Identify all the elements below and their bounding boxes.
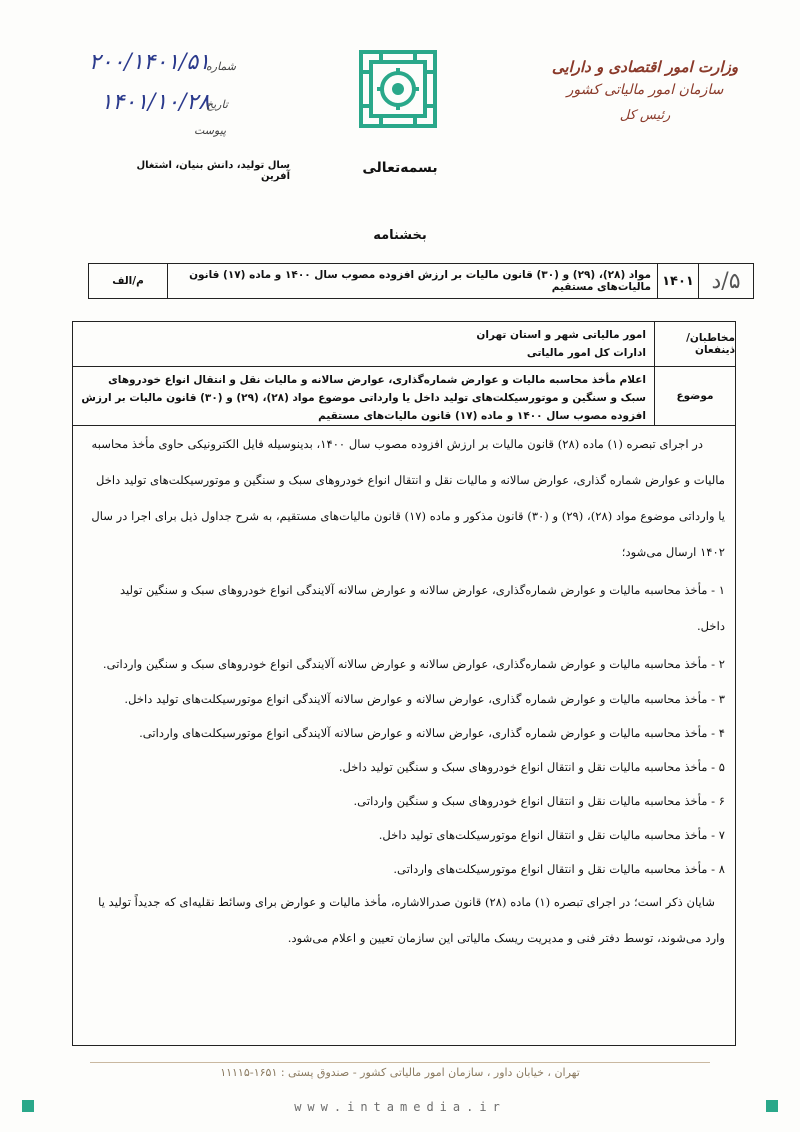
reference-row — [88, 263, 754, 299]
circular-year: ۱۴۰۱ — [657, 264, 698, 298]
footer-address: تهران ، خیابان داور ، سازمان امور مالیاتی کشور - صندوق پستی : ۱۶۵۱-۱۱۱۱۵ — [220, 1066, 580, 1079]
intro-paragraph: در اجرای تبصره (۱) ماده (۲۸) قانون مالیات بر ارزش افزوده مصوب سال ۱۴۰۰، بدینوسیله فایل الکترونیکی حاوی مأخذ محاسبه مالیات و عوارض شماره گذاری، عوارض سالانه و مالیات نقل و انتقال انواع خودروهای سبک و سنگین و موتورسیکلت‌های تولید داخل یا وارداتی موضوع مواد (۲۸)، (۲۹) و (۳۰) قانون مذکور و ماده (۱۷) قانون مالیات‌های مستقیم، به شرح جداول ذیل برای اجرا در سال ۱۴۰۲ ارسال می‌شود؛ — [91, 437, 725, 559]
subject-label: موضوع — [654, 367, 735, 425]
footer-divider — [90, 1062, 710, 1063]
footer-square-right — [766, 1100, 778, 1112]
list-item: ۶ - مأخذ محاسبه مالیات نقل و انتقال انواع خودروهای سبک و سنگین وارداتی. — [353, 794, 725, 808]
attachment-label: پیوست — [194, 124, 227, 137]
list-item: ۸ - مأخذ محاسبه مالیات نقل و انتقال انواع موتورسیکلت‌های وارداتی. — [393, 862, 725, 876]
subject-text: اعلام مأخذ محاسبه مالیات و عوارض شماره‌گذاری، عوارض سالانه و مالیات نقل و انتقال انواع خودروهای سبک و سنگین و موتورسیکلت‌های تولید داخل یا وارداتی موضوع مواد (۲۸)، (۲۹) و (۳۰) قانون مالیات بر ارزش افزوده مصوب سال ۱۴۰۰ و ماده (۱۷) قانون مالیات‌های مستقیم — [81, 374, 646, 422]
note-paragraph: شایان ذکر است؛ در اجرای تبصره (۱) ماده (۲۸) قانون صدرالاشاره، مأخذ مالیات و عوارض برای وسائط نقلیه‌ای که جدیداً تولید یا وارد می‌شوند، توسط دفتر فنی و مدیریت ریسک مالیاتی این سازمان تعیین و اعلام می‌شود. — [98, 895, 725, 945]
year-slogan: سال تولید، دانش بنیان، اشتغال آفرین — [136, 160, 290, 182]
reference-subject: مواد (۲۸)، (۲۹) و (۳۰) قانون مالیات بر ارزش افزوده مصوب سال ۱۴۰۰ و ماده (۱۷) قانون مالیات‌های مستقیم — [167, 264, 657, 298]
letter-number-label: شماره — [206, 60, 237, 73]
recipients-label: مخاطبان/ذینفعان — [654, 322, 735, 366]
bismillah: بسمه‌تعالی — [362, 160, 438, 176]
ministry-header — [530, 58, 760, 123]
recipient-2: ادارات کل امور مالیاتی — [526, 347, 646, 359]
signatory-title: رئیس کل — [619, 108, 671, 123]
organization-name: سازمان امور مالیاتی کشور — [566, 82, 724, 98]
list-item: ۲ - مأخذ محاسبه مالیات و عوارض شماره‌گذاری، عوارض سالانه و عوارض سالانه آلایندگی انواع خودروهای سبک و سنگین وارداتی. — [102, 657, 725, 671]
classification-code: م/الف — [112, 275, 144, 287]
letter-number-value: ۲۰۰/۱۴۰۱/۵۱ — [88, 50, 210, 75]
tax-organization-logo — [357, 48, 439, 130]
list-item: ۱ - مأخذ محاسبه مالیات و عوارض شماره‌گذاری، عوارض سالانه و عوارض سالانه آلایندگی انواع خودروهای سبک و سنگین تولید داخل. — [119, 583, 725, 633]
circular-text — [91, 426, 725, 956]
recipients-value — [73, 322, 654, 366]
list-item: ۷ - مأخذ محاسبه مالیات نقل و انتقال انواع موتورسیکلت‌های تولید داخل. — [378, 828, 725, 842]
list-item: ۳ - مأخذ محاسبه مالیات و عوارض شماره گذاری، عوارض سالانه و عوارض سالانه آلایندگی انواع موتورسیکلت‌های تولید داخل. — [124, 692, 725, 706]
ministry-name: وزارت امور اقتصادی و دارایی — [551, 58, 739, 76]
recipients-row — [73, 322, 735, 367]
document-type-title: بخشنامه — [373, 228, 427, 243]
footer-square-left — [22, 1100, 34, 1112]
letter-date-label: تاریخ — [206, 98, 228, 111]
letter-date-value: ۱۴۰۱/۱۰/۲۸ — [100, 90, 210, 115]
circular-number: ۵/د — [698, 264, 753, 298]
footer-website: www.intamedia.ir — [294, 1100, 506, 1114]
circular-body-box — [72, 321, 736, 1046]
subject-row — [73, 367, 735, 426]
list-item: ۵ - مأخذ محاسبه مالیات نقل و انتقال انواع خودروهای سبک و سنگین تولید داخل. — [338, 760, 725, 774]
list-item: ۴ - مأخذ محاسبه مالیات و عوارض شماره گذاری، عوارض سالانه و عوارض سالانه آلایندگی انواع موتورسیکلت‌های وارداتی. — [139, 726, 725, 740]
recipient-1: امور مالیاتی شهر و استان تهران — [476, 329, 646, 341]
